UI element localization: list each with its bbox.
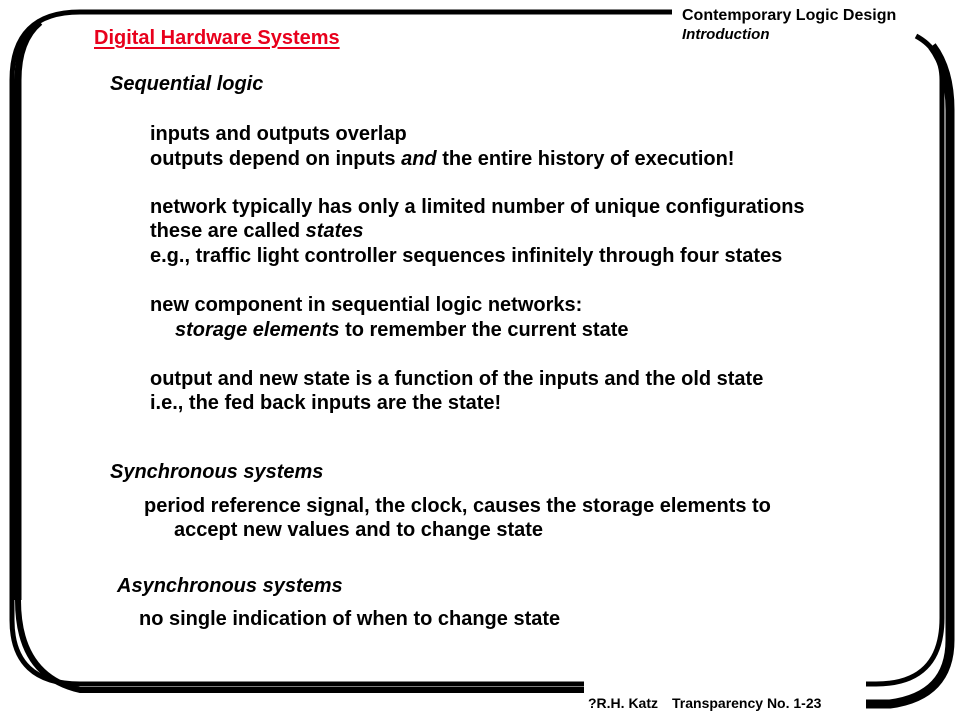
- footer: [588, 695, 821, 711]
- sequential-line-7-post: to remember the current state: [339, 319, 629, 341]
- sequential-line-2-pre: outputs depend on inputs: [150, 148, 402, 170]
- synchronous-line-2: accept new values and to change state: [174, 519, 544, 541]
- sequential-line-9: i.e., the fed back inputs are the state!: [150, 392, 502, 414]
- slide-title: Digital Hardware Systems: [94, 27, 340, 49]
- sequential-line-8: output and new state is a function of the inputs and the old state: [150, 368, 764, 390]
- footer-author: ?R.H. Katz: [588, 695, 658, 711]
- sequential-line-4-pre: these are called: [150, 220, 306, 242]
- sequential-line-4-em: states: [305, 220, 364, 242]
- synchronous-line-1: period reference signal, the clock, causes the storage elements to: [144, 495, 771, 517]
- sequential-line-2: [150, 148, 734, 171]
- slide-border-right: [866, 36, 942, 684]
- sequential-line-2-em: and: [401, 148, 437, 170]
- sequential-line-7-em: storage elements: [175, 319, 340, 341]
- sequential-line-7: [175, 319, 629, 342]
- sequential-line-2-post: the entire history of execution!: [436, 148, 735, 170]
- sequential-heading: Sequential logic: [110, 73, 264, 95]
- sequential-line-3: network typically has only a limited number of unique configurations: [150, 196, 805, 218]
- asynchronous-line-1: no single indication of when to change state: [139, 608, 561, 630]
- course-title: Contemporary Logic Design: [682, 7, 897, 24]
- asynchronous-heading: Asynchronous systems: [117, 575, 343, 597]
- sequential-line-6: new component in sequential logic networks:: [150, 294, 583, 316]
- chapter-title: Introduction: [682, 26, 770, 43]
- sequential-line-4: [150, 220, 363, 243]
- slide-shadow-left: [18, 22, 40, 600]
- sequential-line-5: e.g., traffic light controller sequences infinitely through four states: [150, 245, 783, 267]
- synchronous-heading: Synchronous systems: [110, 461, 324, 483]
- footer-transparency: Transparency No. 1-23: [672, 695, 822, 711]
- sequential-line-1: inputs and outputs overlap: [150, 123, 407, 145]
- slide-shadow-right: [866, 46, 950, 704]
